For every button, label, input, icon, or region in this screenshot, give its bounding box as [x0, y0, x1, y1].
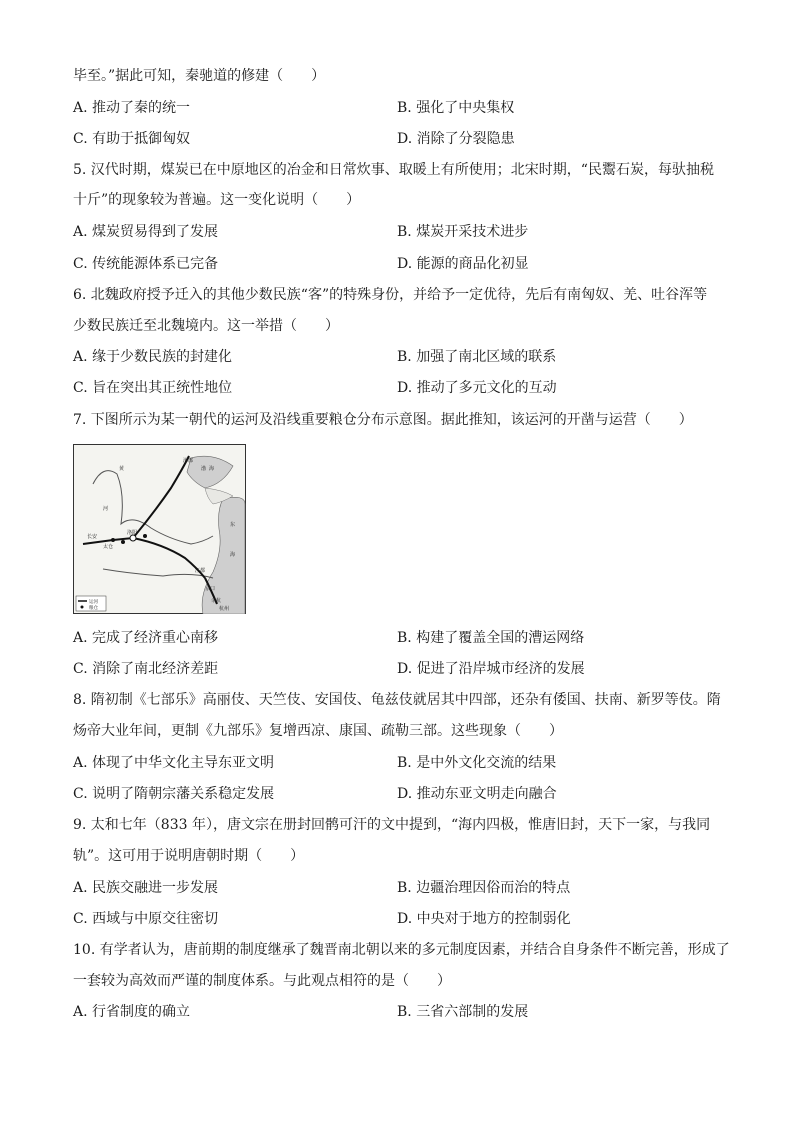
map-label-jingkou: 京口 [205, 586, 216, 592]
legend-canal-label: 运河 [89, 600, 98, 605]
q5-option-a[interactable]: A. 煤炭贸易得到了发展 [73, 224, 219, 240]
q5-stem-line1: 5. 汉代时期，煤炭已在中原地区的冶金和日常炊事、取暖上有所使用；北宋时期，“民鬻石炭，每驮抽税 [73, 162, 714, 178]
q7-option-b[interactable]: B. 构建了覆盖全国的漕运网络 [397, 630, 585, 646]
q8-stem-line2: 炀帝大业年间，更制《九部乐》复增西凉、康国、疏勒三部。这些现象（ ） [73, 723, 563, 739]
q4-option-c[interactable]: C. 有助于抵御匈奴 [73, 131, 191, 147]
granary-marker [111, 538, 115, 542]
q8-option-c[interactable]: C. 说明了隋朝宗藩关系稳定发展 [73, 786, 275, 802]
q8-option-a[interactable]: A. 体现了中华文化主导东亚文明 [73, 755, 275, 771]
q6-option-d[interactable]: D. 推动了多元文化的互动 [397, 380, 557, 396]
q8-option-b[interactable]: B. 是中外文化交流的结果 [397, 755, 557, 771]
q7-option-c[interactable]: C. 消除了南北经济差距 [73, 661, 219, 677]
q5-option-b[interactable]: B. 煤炭开采技术进步 [397, 224, 529, 240]
q9-stem-line1: 9. 太和七年（833 年），唐文宗在册封回鹘可汗的文中提到，“海内四极，惟唐旧封，天下一家，与我同 [73, 817, 711, 833]
map-label-river-2: 河 [103, 506, 109, 512]
map-label-yuhang: 余杭 [211, 598, 222, 604]
q9-option-b[interactable]: B. 边疆治理因俗而治的特点 [397, 880, 571, 896]
q4-option-a[interactable]: A. 推动了秦的统一 [73, 100, 191, 116]
map-label-east-1: 东 [230, 522, 236, 528]
map-label-jiangdu: 江都 [195, 568, 206, 574]
q10-stem-line1: 10. 有学者认为，唐前期的制度继承了魏晋南北朝以来的多元制度因素，并结合自身条件不断完善，形成了 [73, 942, 730, 958]
q7-option-a[interactable]: A. 完成了经济重心南移 [73, 630, 219, 646]
q9-option-a[interactable]: A. 民族交融进一步发展 [73, 880, 219, 896]
q9-stem-line2: 轨”。这可用于说明唐朝时期（ ） [73, 848, 305, 864]
q10-option-b[interactable]: B. 三省六部制的发展 [397, 1004, 529, 1020]
map-label-zhuojun: 涿郡 [183, 458, 194, 464]
map-label-river-1: 黄 [119, 466, 125, 472]
granary-marker [121, 540, 125, 544]
q4-stem-tail: 毕至。”据此可知，秦驰道的修建（ ） [73, 68, 326, 84]
q10-stem-line2: 一套较为高效而严谨的制度体系。与此观点相符的是（ ） [73, 973, 451, 989]
map-legend [76, 596, 106, 611]
q8-option-d[interactable]: D. 推动东亚文明走向融合 [397, 786, 557, 802]
q10-option-a[interactable]: A. 行省制度的确立 [73, 1004, 191, 1020]
q4-option-d[interactable]: D. 消除了分裂隐患 [397, 131, 515, 147]
map-label-luoyang: 洛阳 [127, 530, 138, 536]
map-label-bohai-2: 海 [209, 466, 215, 472]
granary-marker [143, 534, 147, 538]
map-label-east-2: 海 [230, 552, 236, 558]
q6-option-a[interactable]: A. 缘于少数民族的封建化 [73, 349, 233, 365]
q6-stem-line1: 6. 北魏政府授予迁入的其他少数民族“客”的特殊身份，并给予一定优待，先后有南匈奴、羌、吐谷浑等 [73, 287, 708, 303]
q5-stem-line2: 十斤”的现象较为普遍。这一变化说明（ ） [73, 192, 361, 208]
q9-option-c[interactable]: C. 西域与中原交往密切 [73, 911, 219, 927]
q6-option-b[interactable]: B. 加强了南北区域的联系 [397, 349, 557, 365]
q6-option-c[interactable]: C. 旨在突出其正统性地位 [73, 380, 233, 396]
map-label-taicang: 太仓 [103, 544, 114, 550]
q8-stem-line1: 8. 隋初制《七部乐》高丽伎、天竺伎、安国伎、龟兹伎就居其中四部，还杂有倭国、扶南、新罗等伎。隋 [73, 692, 721, 708]
q5-option-c[interactable]: C. 传统能源体系已完备 [73, 256, 219, 272]
canal-map-figure [73, 444, 246, 614]
legend-granary-label: 粮仓 [89, 606, 98, 611]
q5-option-d[interactable]: D. 能源的商品化初显 [397, 256, 529, 272]
q6-stem-line2: 少数民族迁至北魏境内。这一举措（ ） [73, 318, 339, 334]
q4-option-b[interactable]: B. 强化了中央集权 [397, 100, 515, 116]
map-label-changan: 长安 [87, 534, 98, 540]
q9-option-d[interactable]: D. 中央对于地方的控制弱化 [397, 911, 571, 927]
q7-stem-line1: 7. 下图所示为某一朝代的运河及沿线重要粮仓分布示意图。据此推知，该运河的开凿与运营（ ） [73, 412, 693, 428]
q7-option-d[interactable]: D. 促进了沿岸城市经济的发展 [397, 661, 585, 677]
map-label-hangzhou: 杭州 [219, 606, 230, 612]
map-label-bohai-1: 渤 [201, 466, 207, 472]
